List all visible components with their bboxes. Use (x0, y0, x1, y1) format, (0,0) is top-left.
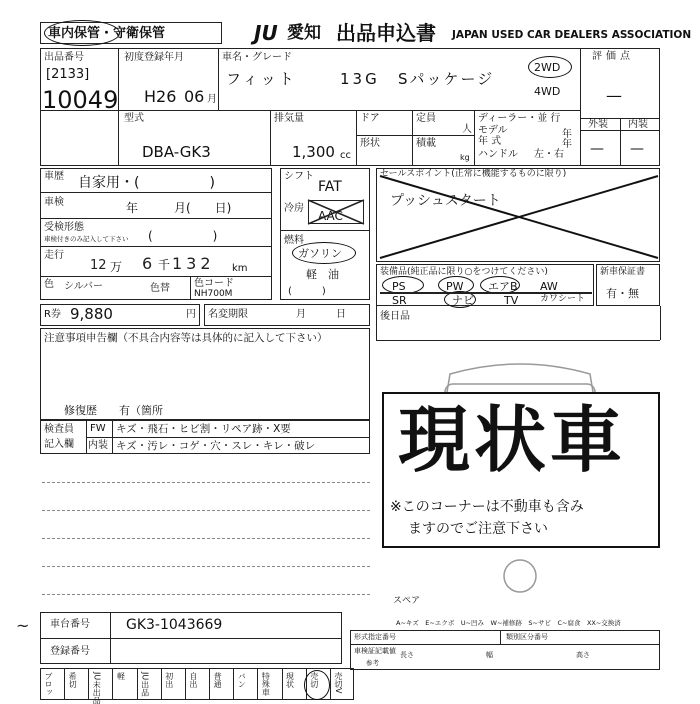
color-code-label: 色コード (194, 278, 234, 289)
notes-label: 注意事項申告欄（不具合内容等は具体的に記入して下さい） (44, 332, 328, 344)
reg-number-label: 登録番号 (50, 646, 90, 657)
model-year-unit: 年 (562, 129, 572, 140)
sales-point-label: セールスポイント(正常に機能するものに限り) (380, 169, 567, 179)
bottom-category-cell: 普通 (213, 672, 223, 688)
chassis-label: 車台番号 (50, 619, 90, 630)
model-year-label: モデル (478, 125, 508, 136)
displacement-label: 排気量 (274, 113, 304, 124)
bottom-category-cell: 初出 (164, 672, 174, 688)
storage-circle (44, 20, 120, 46)
fuel-other: ( ) (288, 286, 326, 297)
reception-value: ( ) (148, 229, 218, 243)
capacity-unit: 人 (462, 124, 472, 135)
load-label: 積載 (416, 138, 436, 149)
as-is-note-2: ますのでご注意下さい (408, 521, 548, 537)
mileage-sen: 6 (142, 254, 153, 273)
equip-seat: カワシート (540, 294, 586, 304)
lot-label: 出品番号 (44, 52, 84, 63)
recycle-unit: 円 (186, 309, 196, 320)
registration-year: H26 (144, 87, 177, 106)
reception-note: 車検付きのみ記入して下さい (44, 235, 129, 243)
name-change-value: 月 日 (296, 309, 346, 320)
bottom-category-cell: JU未出品 (92, 672, 102, 704)
car-name: フィット (226, 70, 297, 88)
ref-label: 参考 (366, 659, 379, 667)
evaluation-label: 評価点 (592, 51, 634, 62)
interior-items: キズ・汚レ・コゲ・穴・スレ・キレ・破レ (116, 440, 316, 452)
height-label: 高さ (576, 651, 590, 659)
drive-2wd-circle (528, 56, 572, 78)
warranty-label: 新車保証書 (600, 267, 646, 277)
interior-value: — (630, 141, 644, 157)
interior-insp-label: 内装 (88, 440, 108, 451)
car-name-label: 車名・グレード (222, 52, 292, 63)
equip-pw: PW (446, 280, 464, 293)
as-is-title: 現状車 (398, 398, 627, 482)
aircon-value: AAC (318, 209, 343, 223)
name-change-label: 名変期限 (208, 309, 248, 320)
mileage-label: 走行 (44, 250, 64, 261)
shift-value: FAT (318, 179, 342, 195)
form-title: 出品申込書 (336, 21, 436, 45)
color-code: NH700M (194, 289, 233, 299)
model-label: 型式 (124, 113, 144, 124)
fuel-label: 燃料 (284, 235, 304, 246)
equip-tv: TV (504, 294, 519, 307)
equip-navi: ナビ (452, 294, 474, 307)
bottom-category-cell: 売切 (309, 672, 319, 688)
car-package: Sパッケージ (398, 70, 495, 88)
load-unit: kg (460, 153, 470, 162)
spare-label: スペア (393, 596, 421, 606)
damage-legend: A~キズ E~エクボ U~凹み W~補修跡 S~サビ C~腐食 XX~交換済 (396, 619, 621, 627)
bottom-category-cell: 特殊車 (261, 672, 271, 696)
usage-label: 車歴 (44, 171, 64, 182)
aircon-label: 冷房 (284, 203, 304, 214)
dealer-label: ディーラー・並 行 (478, 113, 561, 124)
aircon-strike (308, 200, 364, 224)
capacity-label: 定員 (416, 113, 436, 124)
model-value: DBA-GK3 (142, 143, 211, 161)
record-label: 車検証記載値 (354, 647, 396, 655)
mileage-man: 12 (90, 258, 107, 273)
inspection-label: 車検 (44, 197, 64, 208)
margin-mark: ~ (16, 616, 30, 635)
type-label: 形式指定番号 (354, 633, 396, 641)
fuel-gasoline-circle (292, 242, 356, 264)
mileage-sen-unit: 千 (158, 258, 171, 272)
repair-history: 修復歴 有（箇所 (64, 404, 163, 417)
storage-type: 車内保管・守衛保管 (48, 26, 166, 41)
ju-logo: JU (254, 21, 278, 45)
evaluation-value: — (606, 86, 622, 105)
equip-ps: PS (392, 280, 406, 293)
color-label: 色 (44, 279, 54, 290)
bottom-category-cell: 自出 (188, 672, 198, 688)
handle-label: ハンドル (478, 149, 518, 160)
lot-sub-number: [2133] (46, 67, 90, 82)
class-label: 類別区分番号 (506, 633, 548, 641)
bottom-category-cell: 売切V (333, 672, 343, 694)
width-label: 幅 (486, 651, 493, 659)
chassis-value: GK3-1043669 (126, 617, 223, 633)
handle-options: 左・右 (534, 149, 564, 160)
registration-month: 06 (184, 87, 205, 106)
usage-value: 自家用・( ) (78, 175, 215, 191)
bottom-category-cell: JU出品 (140, 672, 150, 697)
fw-items: キズ・飛石・ヒビ割・リペア跡・X要 (116, 423, 291, 435)
inspection-value: 年 月( 日) (126, 201, 232, 215)
equip-airbag: エアB (488, 280, 518, 293)
registration-label: 初度登録年月 (124, 52, 184, 63)
fw-label: FW (90, 423, 106, 434)
bottom-category-cell: ブロッ (44, 672, 53, 696)
shift-label: シフト (284, 171, 314, 182)
color-value: シルバー (64, 281, 104, 292)
year-type-label: 年 式 (478, 136, 502, 147)
bottom-category-cell: 現状 (285, 672, 295, 688)
mileage-rest: 132 (172, 254, 215, 273)
fuel-gasoline: ガソリン (298, 247, 342, 260)
fuel-diesel: 軽 油 (306, 268, 339, 281)
exterior-label: 外装 (588, 119, 608, 130)
displacement-unit: cc (340, 150, 351, 161)
association-name: JAPAN USED CAR DEALERS ASSOCIATION (452, 29, 692, 41)
sales-point-value: プッシュスタート (390, 193, 501, 209)
length-label: 長さ (400, 651, 414, 659)
sales-point-cross (380, 176, 658, 258)
bottom-category-cell: 希切 (68, 672, 78, 688)
mileage-man-unit: 万 (110, 260, 123, 274)
recycle-value: 9,880 (70, 305, 113, 323)
year-type-unit: 年 (562, 139, 572, 150)
equip-aw: AW (540, 280, 558, 293)
color-change-label: 色替 (150, 283, 170, 294)
car-grade: 13G (340, 70, 380, 88)
cert-box (350, 630, 660, 670)
mileage-unit: km (232, 263, 248, 274)
shape-label: 形状 (360, 138, 380, 149)
recycle-label: R券 (44, 309, 61, 320)
equipment-label: 装備品(純正品に限り○をつけてください) (380, 267, 548, 277)
equip-sr: SR (392, 294, 407, 307)
drive-2wd: 2WD (534, 61, 561, 74)
drive-4wd: 4WD (534, 85, 561, 98)
interior-label: 内装 (628, 119, 648, 130)
bottom-category-cell: 軽 (116, 672, 126, 680)
inspector-label: 検査員 (44, 424, 74, 435)
reception-label: 受検形態 (44, 222, 84, 233)
warranty-value: 有・無 (606, 287, 639, 300)
org-name: 愛知 (287, 23, 321, 43)
exterior-value: — (590, 141, 604, 157)
sold-out-circle (304, 670, 330, 700)
recycle-box (40, 304, 200, 326)
registration-month-unit: 月 (207, 94, 217, 105)
door-label: ドア (360, 113, 380, 124)
as-is-note-1: ※このコーナーは不動車も含み (390, 499, 584, 515)
displacement-value: 1,300 (292, 143, 335, 161)
bottom-category-cell: バン (237, 672, 247, 688)
lot-number: 10049 (42, 86, 119, 114)
inspector-entry-label: 記入欄 (44, 439, 74, 450)
after-sale-label: 後日品 (380, 311, 410, 322)
